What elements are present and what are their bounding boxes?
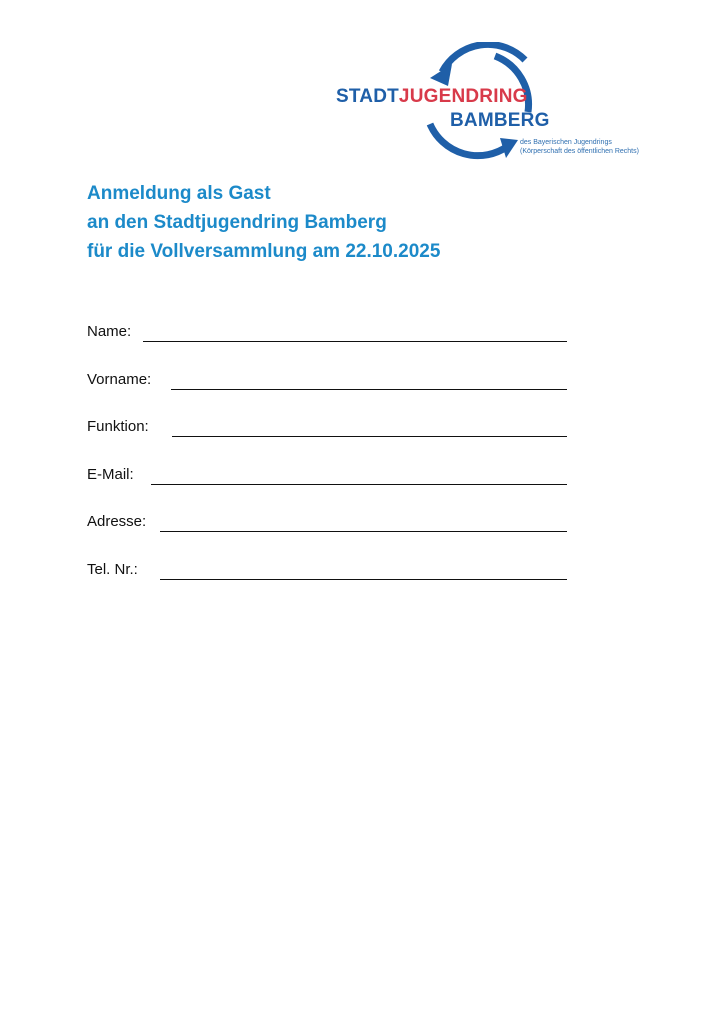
telefon-label: Tel. Nr.:	[87, 560, 138, 578]
title-line-3: für die Vollversammlung am 22.10.2025	[87, 241, 441, 262]
form-row-funktion	[87, 417, 567, 465]
form-row-vorname	[87, 370, 567, 418]
email-label: E-Mail:	[87, 465, 134, 483]
telefon-field[interactable]	[160, 579, 567, 580]
logo-title-line1	[336, 86, 528, 108]
adresse-field[interactable]	[160, 531, 567, 532]
stadtjugendring-logo	[330, 42, 660, 162]
title-line-1: Anmeldung als Gast	[87, 183, 271, 204]
registration-form	[87, 322, 567, 608]
name-field[interactable]	[143, 341, 567, 342]
vorname-field[interactable]	[171, 389, 567, 390]
logo-word-bamberg: BAMBERG	[450, 110, 550, 131]
form-row-telefon	[87, 560, 567, 608]
adresse-label: Adresse:	[87, 513, 147, 531]
funktion-field[interactable]	[172, 436, 567, 437]
form-row-name	[87, 322, 567, 370]
funktion-label: Funktion:	[87, 418, 149, 436]
email-field[interactable]	[151, 484, 567, 485]
vorname-label: Vorname:	[87, 370, 152, 388]
form-row-adresse	[87, 512, 567, 560]
logo-subline-1: des Bayerischen Jugendrings	[520, 139, 612, 146]
form-row-email	[87, 465, 567, 513]
logo-subline	[520, 138, 639, 156]
name-label: Name:	[87, 323, 132, 340]
page-title	[87, 179, 440, 266]
logo-word-stadt: STADT	[336, 86, 399, 107]
logo-subline-2: (Körperschaft des öffentlichen Rechts)	[520, 148, 639, 155]
title-line-2: an den Stadtjugendring Bamberg	[87, 212, 387, 233]
logo-word-jugendring: JUGENDRING	[398, 86, 528, 107]
